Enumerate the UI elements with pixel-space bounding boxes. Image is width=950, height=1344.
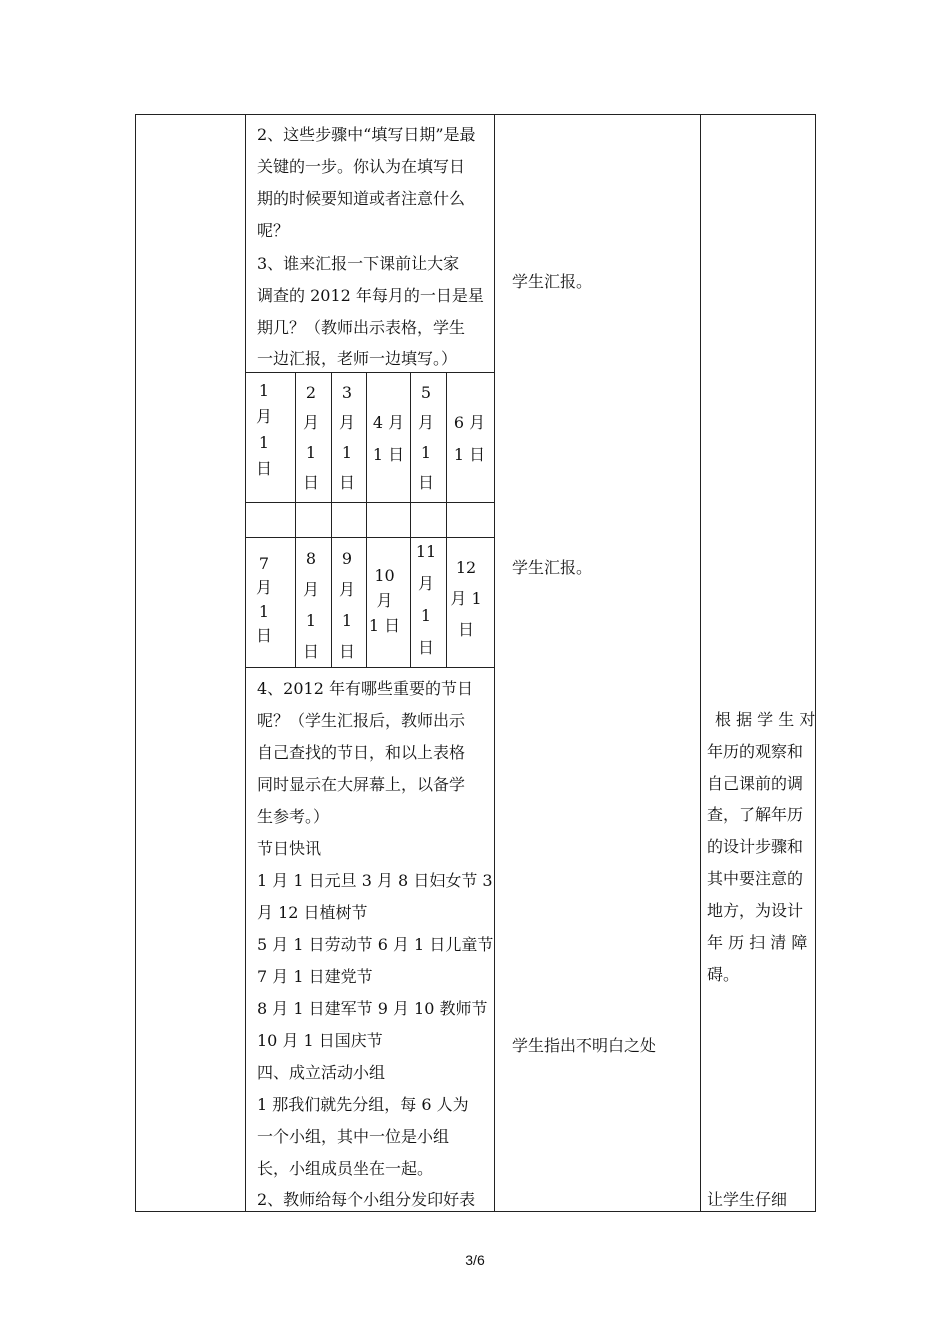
column-divider-3 xyxy=(700,114,701,1212)
calendar-cell-oct: 10 月 1 日 xyxy=(368,566,401,635)
col2-line: 4、2012 年有哪些重要的节日 xyxy=(257,679,473,698)
student-report-2: 学生汇报。 xyxy=(512,558,593,577)
col2-line: 2、教师给每个小组分发印好表 xyxy=(257,1190,476,1209)
col2-line: 8 月 1 日建军节 9 月 10 教师节 xyxy=(257,999,488,1018)
col2-line: 呢？ xyxy=(257,221,290,240)
page-number: 3/6 xyxy=(465,1252,485,1268)
calendar-cell-jul: 7 月 1 日 xyxy=(255,554,272,645)
col2-line: 2、这些步骤中“填写日期”是最 xyxy=(257,125,476,144)
calendar-cell-jan: 1 月 1 日 xyxy=(255,381,272,478)
col4-line: 让学生仔细 xyxy=(707,1190,788,1209)
column-divider-2 xyxy=(494,114,495,1212)
calendar-cell-feb: 2 月 1 日 xyxy=(302,383,319,492)
col4-line: 年 历 扫 清 障 xyxy=(707,933,808,952)
col2-line: 一边汇报，老师一边填写。） xyxy=(257,349,458,368)
col2-line: 关键的一步。你认为在填写日 xyxy=(257,157,466,176)
col2-line: 一个小组，其中一位是小组 xyxy=(257,1127,450,1146)
col2-line: 呢？（学生汇报后，教师出示 xyxy=(257,711,466,730)
col4-line: 碍。 xyxy=(707,965,740,984)
calendar-row-divider-1 xyxy=(245,502,494,503)
calendar-row-divider-2 xyxy=(245,537,494,538)
calendar-cell-sep: 9 月 1 日 xyxy=(338,549,355,661)
calendar-cell-jun: 6 月 1 日 xyxy=(453,413,486,464)
col2-line: 1 那我们就先分组，每 6 人为 xyxy=(257,1095,469,1114)
calendar-bottom-border xyxy=(245,667,494,668)
column-divider-1 xyxy=(245,114,246,1212)
col4-line: 其中要注意的 xyxy=(707,869,804,888)
col4-line: 自己课前的调 xyxy=(707,774,804,793)
col2-line: 生参考。） xyxy=(257,807,330,826)
col2-line: 调查的 2012 年每月的一日是星 xyxy=(257,286,484,305)
col2-line: 节日快讯 xyxy=(257,839,322,858)
col2-line: 长，小组成员坐在一起。 xyxy=(257,1159,434,1178)
calendar-cell-apr: 4 月 1 日 xyxy=(372,413,405,464)
col2-line: 自己查找的节日，和以上表格 xyxy=(257,743,466,762)
col2-line: 同时显示在大屏幕上，以备学 xyxy=(257,775,466,794)
lesson-table xyxy=(135,114,816,1212)
student-point-out: 学生指出不明白之处 xyxy=(512,1036,657,1055)
col4-line: 根 据 学 生 对 xyxy=(715,710,816,729)
col2-line: 7 月 1 日建党节 xyxy=(257,967,373,986)
student-report-1: 学生汇报。 xyxy=(512,272,593,291)
col4-line: 地方，为设计 xyxy=(707,901,804,920)
col2-line: 期几？（教师出示表格，学生 xyxy=(257,318,466,337)
calendar-cell-may: 5 月 1 日 xyxy=(417,383,434,492)
calendar-cell-mar: 3 月 1 日 xyxy=(338,383,355,492)
col2-line: 期的时候要知道或者注意什么 xyxy=(257,189,466,208)
col2-line: 四、成立活动小组 xyxy=(257,1063,386,1082)
col2-line: 5 月 1 日劳动节 6 月 1 日儿童节 xyxy=(257,935,494,954)
calendar-cell-dec: 12 月 1 日 xyxy=(450,558,482,639)
col2-line: 10 月 1 日国庆节 xyxy=(257,1031,383,1050)
col4-line: 年历的观察和 xyxy=(707,742,804,761)
col2-line: 1 月 1 日元旦 3 月 8 日妇女节 3 xyxy=(257,871,493,890)
col2-line: 月 12 日植树节 xyxy=(257,903,368,922)
calendar-cell-nov: 11 月 1 日 xyxy=(415,542,437,657)
col2-line: 3、谁来汇报一下课前让大家 xyxy=(257,254,460,273)
col4-line: 的设计步骤和 xyxy=(707,837,804,856)
calendar-cell-aug: 8 月 1 日 xyxy=(302,549,319,661)
col4-line: 查，了解年历 xyxy=(707,805,804,824)
